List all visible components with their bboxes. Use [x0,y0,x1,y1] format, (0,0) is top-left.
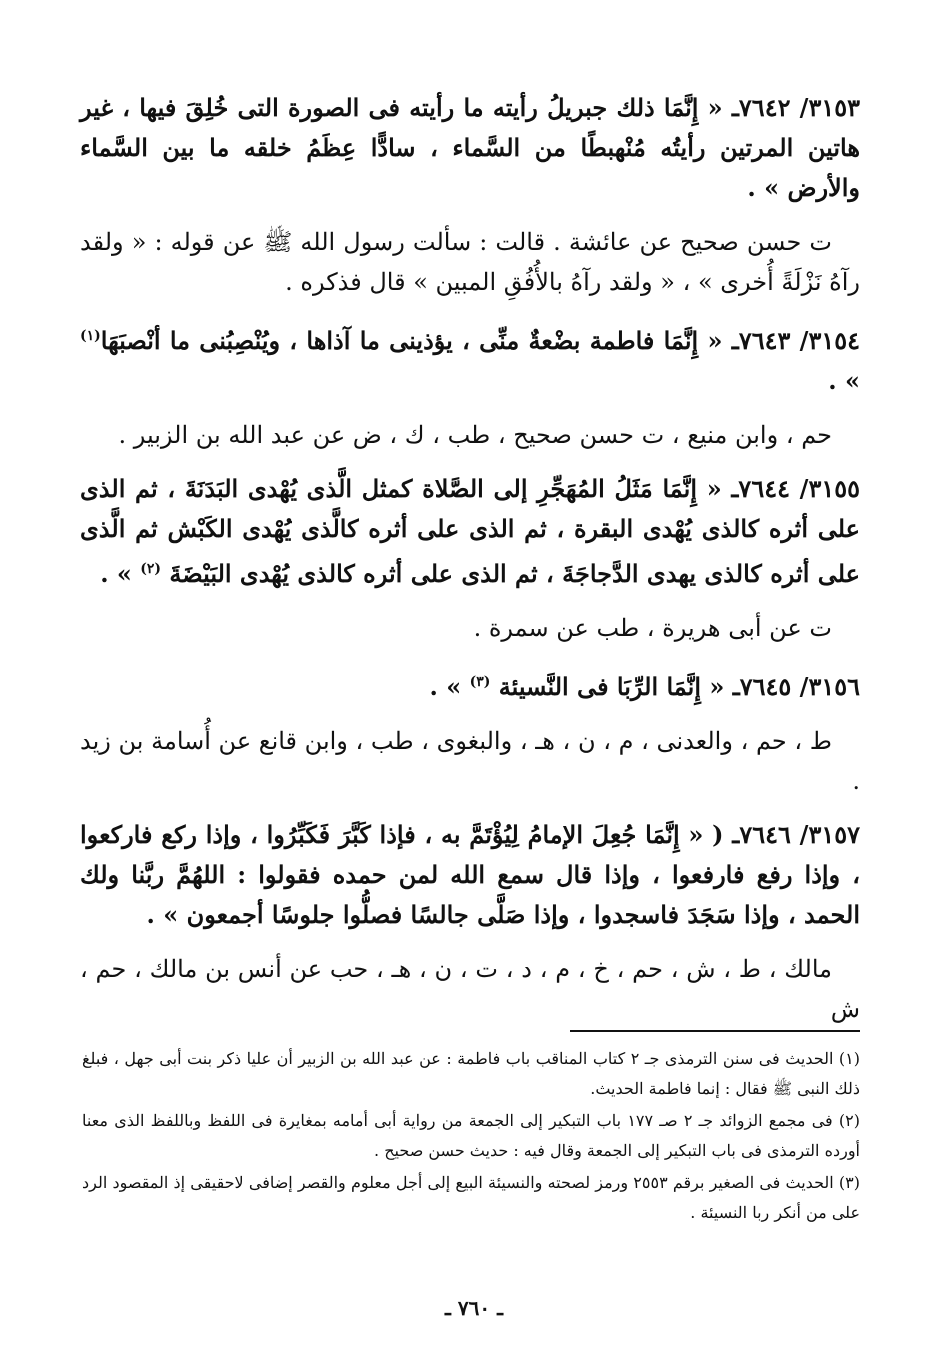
hadith-text: ٣١٥٥/ ٧٦٤٤ـ « إِنَّمَا مَثَلُ المُهَجِّرِ إلى الصَّلاة كمثل الَّذى يُهْدى البَدَنَةَ ، ثم الذى على أثره كالذى يُهْدى البقرة ، ثم الذى على أثره كالَّذى يُهْدى الكَبْش ثم الَّذى على أثره كالذى يهدى الدَّجاجَةَ ، ثم الذى على أثره كالذى يُهْدى البَيْضَةَ [80,474,860,588]
source-3153 [80,222,860,302]
footnote-label: (٢) [838,1111,860,1130]
footnotes [82,1044,860,1230]
hadith-text: ٣١٥٤/ ٧٦٤٣ـ « إِنَّمَا فاطمة بضْعةٌ منِّى ، يؤذينى ما آذاها ، ويُنْصِبُنى ما أنْصبَهَا [100,326,860,355]
footnote-1 [82,1044,860,1104]
source-3156 [80,721,860,801]
source-text: ت حسن صحيح عن عائشة . قالت : سألت رسول الله ﷺ عن قوله : « ولقد رآهُ نَزْلَةً أُخرى » ، « ولقد رآهُ بالأُفُقِ المبين » قال فذكره . [80,228,860,296]
footnote-text: الحديث فى الصغير برقم ٢٥٥٣ ورمز لصحته والنسيئة البيع إلى أجل معلوم والقصر إضافى لاحقيقى إذ المقصود الرد على من أنكر ربا النسيئة . [82,1173,860,1222]
hadith-end: » . [429,672,462,701]
footnote-divider [570,1030,860,1032]
footnote-label: (١) [838,1049,861,1068]
hadith-3156 [80,662,860,707]
footnote-ref-1[interactable]: (١) [80,328,101,344]
source-text: ت عن أبى هريرة ، طب عن سمرة . [473,614,832,642]
source-text: مالك ، ط ، ش ، حم ، خ ، م ، د ، ت ، ن ، هـ ، حب عن أنس بن مالك ، حم ، ش [80,955,860,1023]
footnote-2 [82,1106,860,1166]
footnote-text: فى مجمع الزوائد جـ ٢ صـ ١٧٧ باب التبكير إلى الجمعة من رواية أبى أمامه بمغايرة فى اللفظ وباللفظ الذى معنا أورده الترمذى فى باب التبكير إلى الجمعة وقال فيه : حديث حسن صحيح . [82,1111,860,1160]
footnote-ref-2[interactable]: (٢) [140,561,162,577]
hadith-text: ٣١٥٣/ ٧٦٤٢ـ « إِنَّمَا ذلك جبريلُ رأيته ما رأيته فى الصورة التى خُلِقَ فيها ، غير هاتين المرتين رأيتُه مُنْهبطًا من السَّماء ، سادًّا عِظَمُ خلقه ما بين السَّماء والأرض » . [80,93,861,202]
footnote-text: الحديث فى سنن الترمذى جـ ٢ كتاب المناقب باب فاطمة : عن عبد الله بن الزبير أن عليا ذكر بنت أبى جهل ، فبلغ ذلك النبى ﷺ فقال : إنما فاطمة الحديث. [82,1049,860,1098]
footnote-label: (٣) [838,1173,860,1192]
hadith-3153 [80,88,860,208]
source-3155 [80,608,860,648]
page-number: ـ ٧٦٠ ـ [445,1296,503,1320]
source-3154 [80,415,860,455]
hadith-text: ٣١٥٦/ ٧٦٤٥ـ « إِنَّمَا الرِّبَا فى النَّسيئة [498,672,860,701]
hadith-end: » . [828,366,860,395]
hadith-3157 [80,815,860,935]
footnote-ref-3[interactable]: (٣) [469,674,491,690]
hadith-3155 [80,469,860,594]
source-text: ط ، حم ، والعدنى ، م ، ن ، هـ ، والبغوى ، طب ، وابن قانع عن أُسامة بن زيد . [80,727,860,795]
footnote-3 [82,1168,860,1228]
hadith-3154 [80,316,860,401]
main-text [80,88,860,1043]
source-text: حم ، وابن منيع ، ت حسن صحيح ، طب ، ك ، ض عن عبد الله بن الزبير . [118,421,832,449]
hadith-end: » . [100,559,132,588]
hadith-text: ٣١٥٧/ ٧٦٤٦ـ ( « إِنَّمَا جُعِلَ الإمامُ لِيُؤْتَمَّ به ، فإذا كَبَّرَ فَكَبِّرُوا ، وإذا ركع فاركعوا ، وإذا رفع فارفعوا ، وإذا قال سمع الله لمن حمده فقولوا : اللهُمَّ ربَّنا ولك الحمد ، وإذا سَجَدَ فاسجدوا ، وإذا صَلَّى جالسًا فصلُّوا جلوسًا أجمعون » . [80,820,860,929]
source-3157 [80,949,860,1029]
